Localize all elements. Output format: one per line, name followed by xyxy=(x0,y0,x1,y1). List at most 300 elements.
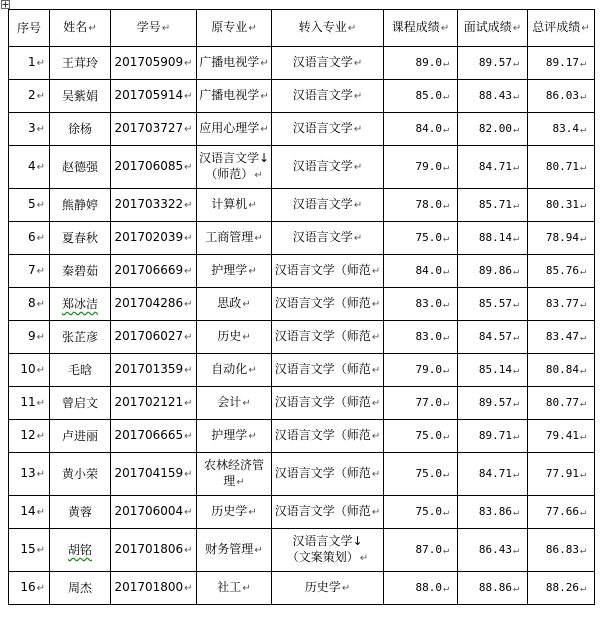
cell-index-text: 4 xyxy=(27,159,36,173)
target-major-line: 汉语言文学↓ xyxy=(292,534,363,548)
cell-interview-score xyxy=(458,354,528,387)
cell-total-score xyxy=(528,255,595,288)
cell-interview-score-text: 89.86 xyxy=(478,263,512,277)
paragraph-mark-icon: ↵ xyxy=(371,266,381,277)
paragraph-mark-icon: ↵ xyxy=(341,583,351,594)
paragraph-mark-icon: ↵ xyxy=(184,200,193,211)
original-major-line: 汉语言文学↓ xyxy=(199,151,270,165)
cell-name-text: 赵德强 xyxy=(61,160,98,174)
cell-course-score-text: 75.0 xyxy=(415,230,442,244)
cell-index xyxy=(9,255,50,288)
paragraph-mark-icon: ↵ xyxy=(442,430,449,442)
paragraph-mark-icon: ↵ xyxy=(36,431,45,442)
original-major-line: 应用心理学 xyxy=(199,121,260,135)
paragraph-mark-icon: ↵ xyxy=(512,468,519,480)
paragraph-mark-icon: ↵ xyxy=(371,507,381,518)
paragraph-mark-icon: ↵ xyxy=(512,506,519,518)
original-major-line: 护理学 xyxy=(211,263,248,277)
table-row xyxy=(9,321,595,354)
original-major-line: 历史 xyxy=(217,329,242,343)
cell-course-score xyxy=(384,288,458,321)
cell-index xyxy=(9,496,50,529)
cell-index-text: 14 xyxy=(20,504,36,518)
cell-name xyxy=(50,222,111,255)
cell-student-id-text: 201706665 xyxy=(114,428,184,442)
header-index-text: 序号 xyxy=(16,21,41,35)
cell-index-text: 11 xyxy=(20,395,36,409)
paragraph-mark-icon: ↵ xyxy=(442,265,449,277)
target-major-line: 汉语言文学（师范 xyxy=(274,362,371,376)
table-row xyxy=(9,222,595,255)
cell-student-id-text: 201702121 xyxy=(114,395,184,409)
original-major-line: 思政 xyxy=(217,296,242,310)
cell-total-score xyxy=(528,387,595,420)
cell-interview-score xyxy=(458,146,528,189)
cell-name xyxy=(50,572,111,605)
paragraph-mark-icon: ↵ xyxy=(242,398,251,409)
cell-name xyxy=(50,529,111,572)
cell-total-score xyxy=(528,80,595,113)
cell-interview-score-text: 84.57 xyxy=(478,329,512,343)
cell-total-score-text: 80.84 xyxy=(545,362,579,376)
cell-student-id xyxy=(111,189,197,222)
cell-course-score xyxy=(384,354,458,387)
paragraph-mark-icon: ↵ xyxy=(254,170,263,181)
paragraph-mark-icon: ↵ xyxy=(442,90,449,102)
cell-course-score-text: 77.0 xyxy=(415,395,442,409)
cell-original-major xyxy=(197,387,272,420)
cell-name-text: 胡铭 xyxy=(67,543,92,557)
cell-course-score-text: 83.0 xyxy=(415,329,442,343)
original-major-line: 会计 xyxy=(217,395,242,409)
paragraph-mark-icon: ↵ xyxy=(184,233,193,244)
cell-target-major xyxy=(272,453,384,496)
cell-index xyxy=(9,146,50,189)
cell-interview-score-text: 83.86 xyxy=(478,504,512,518)
paragraph-mark-icon: ↵ xyxy=(579,161,586,173)
cell-student-id-text: 201706004 xyxy=(114,504,184,518)
cell-interview-score xyxy=(458,529,528,572)
original-major-line: 护理学 xyxy=(211,428,248,442)
cell-course-score xyxy=(384,222,458,255)
cell-name xyxy=(50,146,111,189)
paragraph-mark-icon: ↵ xyxy=(512,265,519,277)
cell-student-id-text: 201705909 xyxy=(114,55,184,69)
paragraph-mark-icon: ↵ xyxy=(184,431,193,442)
cell-student-id-text: 201704286 xyxy=(114,296,184,310)
target-major-line: 汉语言文学（师范 xyxy=(274,395,371,409)
paragraph-mark-icon: ↵ xyxy=(579,57,586,69)
cell-total-score xyxy=(528,189,595,222)
paragraph-mark-icon: ↵ xyxy=(442,468,449,480)
header-original-major-text: 原专业 xyxy=(211,20,248,34)
paragraph-mark-icon: ↵ xyxy=(579,430,586,442)
original-major-line: 财务管理 xyxy=(205,542,254,556)
paragraph-mark-icon: ↵ xyxy=(440,23,450,34)
paragraph-mark-icon: ↵ xyxy=(442,364,449,376)
cell-name xyxy=(50,47,111,80)
paragraph-mark-icon: ↵ xyxy=(442,582,449,594)
cell-target-major xyxy=(272,255,384,288)
header-target-major xyxy=(272,10,384,47)
paragraph-mark-icon: ↵ xyxy=(184,332,193,343)
cell-total-score xyxy=(528,354,595,387)
cell-course-score-text: 79.0 xyxy=(415,362,442,376)
cell-index-text: 15 xyxy=(20,542,36,556)
cell-index-text: 1 xyxy=(27,55,36,69)
header-row xyxy=(9,10,595,47)
cell-index xyxy=(9,354,50,387)
move-anchor-icon[interactable] xyxy=(1,0,10,9)
cell-interview-score-text: 84.71 xyxy=(478,159,512,173)
target-major-line: 汉语言文学（师范 xyxy=(274,504,371,518)
original-major-line: 历史学 xyxy=(211,504,248,518)
cell-index xyxy=(9,80,50,113)
cell-total-score-text: 85.76 xyxy=(545,263,579,277)
cell-interview-score-text: 89.71 xyxy=(478,428,512,442)
cell-name xyxy=(50,80,111,113)
paragraph-mark-icon: ↵ xyxy=(260,91,269,102)
cell-target-major xyxy=(272,113,384,146)
cell-index xyxy=(9,529,50,572)
paragraph-mark-icon: ↵ xyxy=(579,265,586,277)
header-target-major-text: 转入专业 xyxy=(298,20,347,34)
cell-original-major xyxy=(197,47,272,80)
paragraph-mark-icon: ↵ xyxy=(579,90,586,102)
header-total-score-text: 总评成绩 xyxy=(532,20,581,34)
cell-index-text: 3 xyxy=(27,121,36,135)
cell-name-text: 郑冰洁 xyxy=(61,297,98,311)
cell-target-major xyxy=(272,387,384,420)
paragraph-mark-icon: ↵ xyxy=(442,397,449,409)
cell-index xyxy=(9,113,50,146)
paragraph-mark-icon: ↵ xyxy=(353,58,363,69)
cell-course-score-text: 83.0 xyxy=(415,296,442,310)
cell-interview-score xyxy=(458,453,528,496)
target-major-line: 汉语言文学 xyxy=(292,88,353,102)
cell-original-major xyxy=(197,288,272,321)
cell-target-major xyxy=(272,321,384,354)
target-major-line: 汉语言文学（师范 xyxy=(274,296,371,310)
paragraph-mark-icon: ↵ xyxy=(347,23,357,34)
cell-name xyxy=(50,354,111,387)
paragraph-mark-icon: ↵ xyxy=(359,553,369,564)
cell-original-major xyxy=(197,453,272,496)
paragraph-mark-icon: ↵ xyxy=(512,23,522,34)
original-major-line: 广播电视学 xyxy=(199,55,260,69)
paragraph-mark-icon: ↵ xyxy=(442,161,449,173)
cell-student-id xyxy=(111,453,197,496)
cell-student-id xyxy=(111,496,197,529)
cell-interview-score xyxy=(458,572,528,605)
cell-student-id xyxy=(111,420,197,453)
cell-target-major xyxy=(272,354,384,387)
cell-name xyxy=(50,288,111,321)
cell-name-text: 卢进丽 xyxy=(61,429,98,443)
paragraph-mark-icon: ↵ xyxy=(512,161,519,173)
cell-interview-score xyxy=(458,113,528,146)
cell-original-major xyxy=(197,222,272,255)
cell-course-score-text: 75.0 xyxy=(415,466,442,480)
cell-interview-score xyxy=(458,420,528,453)
paragraph-mark-icon: ↵ xyxy=(36,469,45,480)
paragraph-mark-icon: ↵ xyxy=(512,430,519,442)
cell-name-text: 黄小荣 xyxy=(61,467,98,481)
cell-course-score xyxy=(384,387,458,420)
original-major-line: 工商管理 xyxy=(205,230,254,244)
paragraph-mark-icon: ↵ xyxy=(36,91,45,102)
paragraph-mark-icon: ↵ xyxy=(442,544,449,556)
header-index xyxy=(9,10,50,47)
cell-interview-score-text: 89.57 xyxy=(478,55,512,69)
paragraph-mark-icon: ↵ xyxy=(184,545,193,556)
paragraph-mark-icon: ↵ xyxy=(161,23,171,34)
cell-course-score xyxy=(384,529,458,572)
header-course-score-text: 课程成绩 xyxy=(391,20,440,34)
cell-interview-score-text: 84.71 xyxy=(478,466,512,480)
cell-index xyxy=(9,189,50,222)
cell-student-id xyxy=(111,354,197,387)
table-row xyxy=(9,288,595,321)
cell-total-score xyxy=(528,222,595,255)
paragraph-mark-icon: ↵ xyxy=(512,544,519,556)
cell-target-major xyxy=(272,222,384,255)
cell-student-id-text: 201702039 xyxy=(114,230,184,244)
paragraph-mark-icon: ↵ xyxy=(579,232,586,244)
cell-course-score xyxy=(384,255,458,288)
cell-student-id-text: 201705914 xyxy=(114,88,184,102)
cell-target-major xyxy=(272,572,384,605)
cell-name xyxy=(50,387,111,420)
paragraph-mark-icon: ↵ xyxy=(36,398,45,409)
cell-student-id-text: 201701359 xyxy=(114,362,184,376)
paragraph-mark-icon: ↵ xyxy=(248,431,257,442)
cell-name xyxy=(50,255,111,288)
paragraph-mark-icon: ↵ xyxy=(36,299,45,310)
cell-index xyxy=(9,453,50,496)
cell-interview-score xyxy=(458,255,528,288)
table-row xyxy=(9,387,595,420)
cell-interview-score-text: 85.71 xyxy=(478,197,512,211)
paragraph-mark-icon: ↵ xyxy=(36,332,45,343)
paragraph-mark-icon: ↵ xyxy=(581,23,590,34)
cell-course-score xyxy=(384,189,458,222)
paragraph-mark-icon: ↵ xyxy=(36,507,45,518)
cell-index-text: 6 xyxy=(27,230,36,244)
cell-original-major xyxy=(197,420,272,453)
paragraph-mark-icon: ↵ xyxy=(184,299,193,310)
cell-student-id-text: 201701800 xyxy=(114,580,184,594)
cell-index-text: 16 xyxy=(20,580,36,594)
cell-name-text: 秦碧茹 xyxy=(61,264,98,278)
paragraph-mark-icon: ↵ xyxy=(579,364,586,376)
cell-index-text: 7 xyxy=(27,263,36,277)
cell-total-score xyxy=(528,496,595,529)
paragraph-mark-icon: ↵ xyxy=(512,364,519,376)
header-interview-score-text: 面试成绩 xyxy=(463,20,512,34)
cell-course-score xyxy=(384,321,458,354)
paragraph-mark-icon: ↵ xyxy=(353,124,363,135)
cell-total-score-text: 83.77 xyxy=(545,296,579,310)
paragraph-mark-icon: ↵ xyxy=(36,124,45,135)
cell-index xyxy=(9,222,50,255)
paragraph-mark-icon: ↵ xyxy=(353,200,363,211)
paragraph-mark-icon: ↵ xyxy=(260,58,269,69)
target-major-line: 汉语言文学 xyxy=(292,159,353,173)
cell-interview-score-text: 89.57 xyxy=(478,395,512,409)
cell-name-text: 夏春秋 xyxy=(61,231,98,245)
paragraph-mark-icon: ↵ xyxy=(242,332,251,343)
cell-name-text: 王茸玲 xyxy=(61,56,98,70)
target-major-line: 汉语言文学 xyxy=(292,197,353,211)
paragraph-mark-icon: ↵ xyxy=(512,331,519,343)
table-row xyxy=(9,453,595,496)
target-major-line: 汉语言文学（师范 xyxy=(274,466,371,480)
target-major-line: 汉语言文学 xyxy=(292,230,353,244)
paragraph-mark-icon: ↵ xyxy=(442,298,449,310)
cell-course-score xyxy=(384,47,458,80)
cell-student-id xyxy=(111,222,197,255)
cell-total-score-text: 86.03 xyxy=(545,88,579,102)
header-original-major xyxy=(197,10,272,47)
cell-index xyxy=(9,47,50,80)
paragraph-mark-icon: ↵ xyxy=(184,583,193,594)
paragraph-mark-icon: ↵ xyxy=(248,365,257,376)
cell-total-score-text: 79.41 xyxy=(545,428,579,442)
cell-total-score xyxy=(528,420,595,453)
cell-student-id-text: 201701806 xyxy=(114,542,184,556)
paragraph-mark-icon: ↵ xyxy=(579,199,586,211)
cell-original-major xyxy=(197,496,272,529)
paragraph-mark-icon: ↵ xyxy=(36,58,45,69)
header-total-score xyxy=(528,10,595,47)
table-row xyxy=(9,113,595,146)
paragraph-mark-icon: ↵ xyxy=(579,331,586,343)
cell-course-score-text: 75.0 xyxy=(415,504,442,518)
cell-index xyxy=(9,420,50,453)
paragraph-mark-icon: ↵ xyxy=(36,233,45,244)
cell-total-score-text: 86.83 xyxy=(545,542,579,556)
paragraph-mark-icon: ↵ xyxy=(248,266,257,277)
target-major-line: 历史学 xyxy=(304,580,341,594)
cell-student-id xyxy=(111,288,197,321)
cell-total-score-text: 89.17 xyxy=(545,55,579,69)
cell-total-score-text: 80.71 xyxy=(545,159,579,173)
cell-index xyxy=(9,321,50,354)
cell-total-score xyxy=(528,146,595,189)
paragraph-mark-icon: ↵ xyxy=(260,124,269,135)
paragraph-mark-icon: ↵ xyxy=(512,57,519,69)
target-major-line: 汉语言文学 xyxy=(292,121,353,135)
header-student-id xyxy=(111,10,197,47)
cell-index-text: 8 xyxy=(27,296,36,310)
paragraph-mark-icon: ↵ xyxy=(353,162,363,173)
cell-course-score-text: 84.0 xyxy=(415,121,442,135)
cell-interview-score-text: 86.43 xyxy=(478,542,512,556)
original-major-line: 广播电视学 xyxy=(199,88,260,102)
cell-original-major xyxy=(197,189,272,222)
paragraph-mark-icon: ↵ xyxy=(184,124,193,135)
cell-interview-score-text: 85.14 xyxy=(478,362,512,376)
cell-index xyxy=(9,387,50,420)
cell-student-id xyxy=(111,255,197,288)
cell-target-major xyxy=(272,288,384,321)
paragraph-mark-icon: ↵ xyxy=(36,545,45,556)
paragraph-mark-icon: ↵ xyxy=(36,200,45,211)
cell-target-major xyxy=(272,146,384,189)
cell-original-major xyxy=(197,354,272,387)
paragraph-mark-icon: ↵ xyxy=(579,582,586,594)
cell-total-score xyxy=(528,47,595,80)
cell-name xyxy=(50,420,111,453)
paragraph-mark-icon: ↵ xyxy=(442,123,449,135)
table-row xyxy=(9,189,595,222)
cell-total-score-text: 77.91 xyxy=(545,466,579,480)
cell-interview-score xyxy=(458,80,528,113)
cell-target-major xyxy=(272,47,384,80)
cell-course-score xyxy=(384,496,458,529)
table-row xyxy=(9,496,595,529)
cell-original-major xyxy=(197,529,272,572)
paragraph-mark-icon: ↵ xyxy=(184,162,193,173)
cell-index xyxy=(9,288,50,321)
paragraph-mark-icon: ↵ xyxy=(254,545,263,556)
header-course-score xyxy=(384,10,458,47)
paragraph-mark-icon: ↵ xyxy=(353,233,363,244)
paragraph-mark-icon: ↵ xyxy=(236,477,245,488)
paragraph-mark-icon: ↵ xyxy=(371,431,381,442)
cell-original-major xyxy=(197,80,272,113)
header-name-text: 姓名 xyxy=(63,20,88,34)
target-major-line: 汉语言文学（师范 xyxy=(274,329,371,343)
cell-student-id xyxy=(111,80,197,113)
paragraph-mark-icon: ↵ xyxy=(184,58,193,69)
cell-student-id-text: 201704159 xyxy=(114,466,184,480)
target-major-line: 汉语言文学（师范 xyxy=(274,263,371,277)
paragraph-mark-icon: ↵ xyxy=(442,506,449,518)
paragraph-mark-icon: ↵ xyxy=(442,57,449,69)
cell-course-score xyxy=(384,146,458,189)
paragraph-mark-icon: ↵ xyxy=(512,232,519,244)
cell-student-id-text: 201706027 xyxy=(114,329,184,343)
paragraph-mark-icon: ↵ xyxy=(371,365,381,376)
original-major-line: 社工 xyxy=(217,580,242,594)
cell-course-score xyxy=(384,80,458,113)
cell-target-major xyxy=(272,529,384,572)
paragraph-mark-icon: ↵ xyxy=(371,299,381,310)
header-student-id-text: 学号 xyxy=(136,20,161,34)
cell-index xyxy=(9,572,50,605)
table-row xyxy=(9,529,595,572)
paragraph-mark-icon: ↵ xyxy=(579,468,586,480)
paragraph-mark-icon: ↵ xyxy=(248,200,257,211)
cell-interview-score-text: 82.00 xyxy=(478,121,512,135)
cell-total-score xyxy=(528,529,595,572)
cell-original-major xyxy=(197,572,272,605)
paragraph-mark-icon: ↵ xyxy=(184,398,193,409)
paragraph-mark-icon: ↵ xyxy=(371,332,381,343)
cell-interview-score xyxy=(458,47,528,80)
table-row xyxy=(9,255,595,288)
paragraph-mark-icon: ↵ xyxy=(512,123,519,135)
cell-name xyxy=(50,496,111,529)
cell-student-id-text: 201706085 xyxy=(114,159,184,173)
paragraph-mark-icon: ↵ xyxy=(36,365,45,376)
cell-student-id xyxy=(111,529,197,572)
cell-target-major xyxy=(272,80,384,113)
cell-index-text: 12 xyxy=(20,428,36,442)
cell-interview-score-text: 88.14 xyxy=(478,230,512,244)
